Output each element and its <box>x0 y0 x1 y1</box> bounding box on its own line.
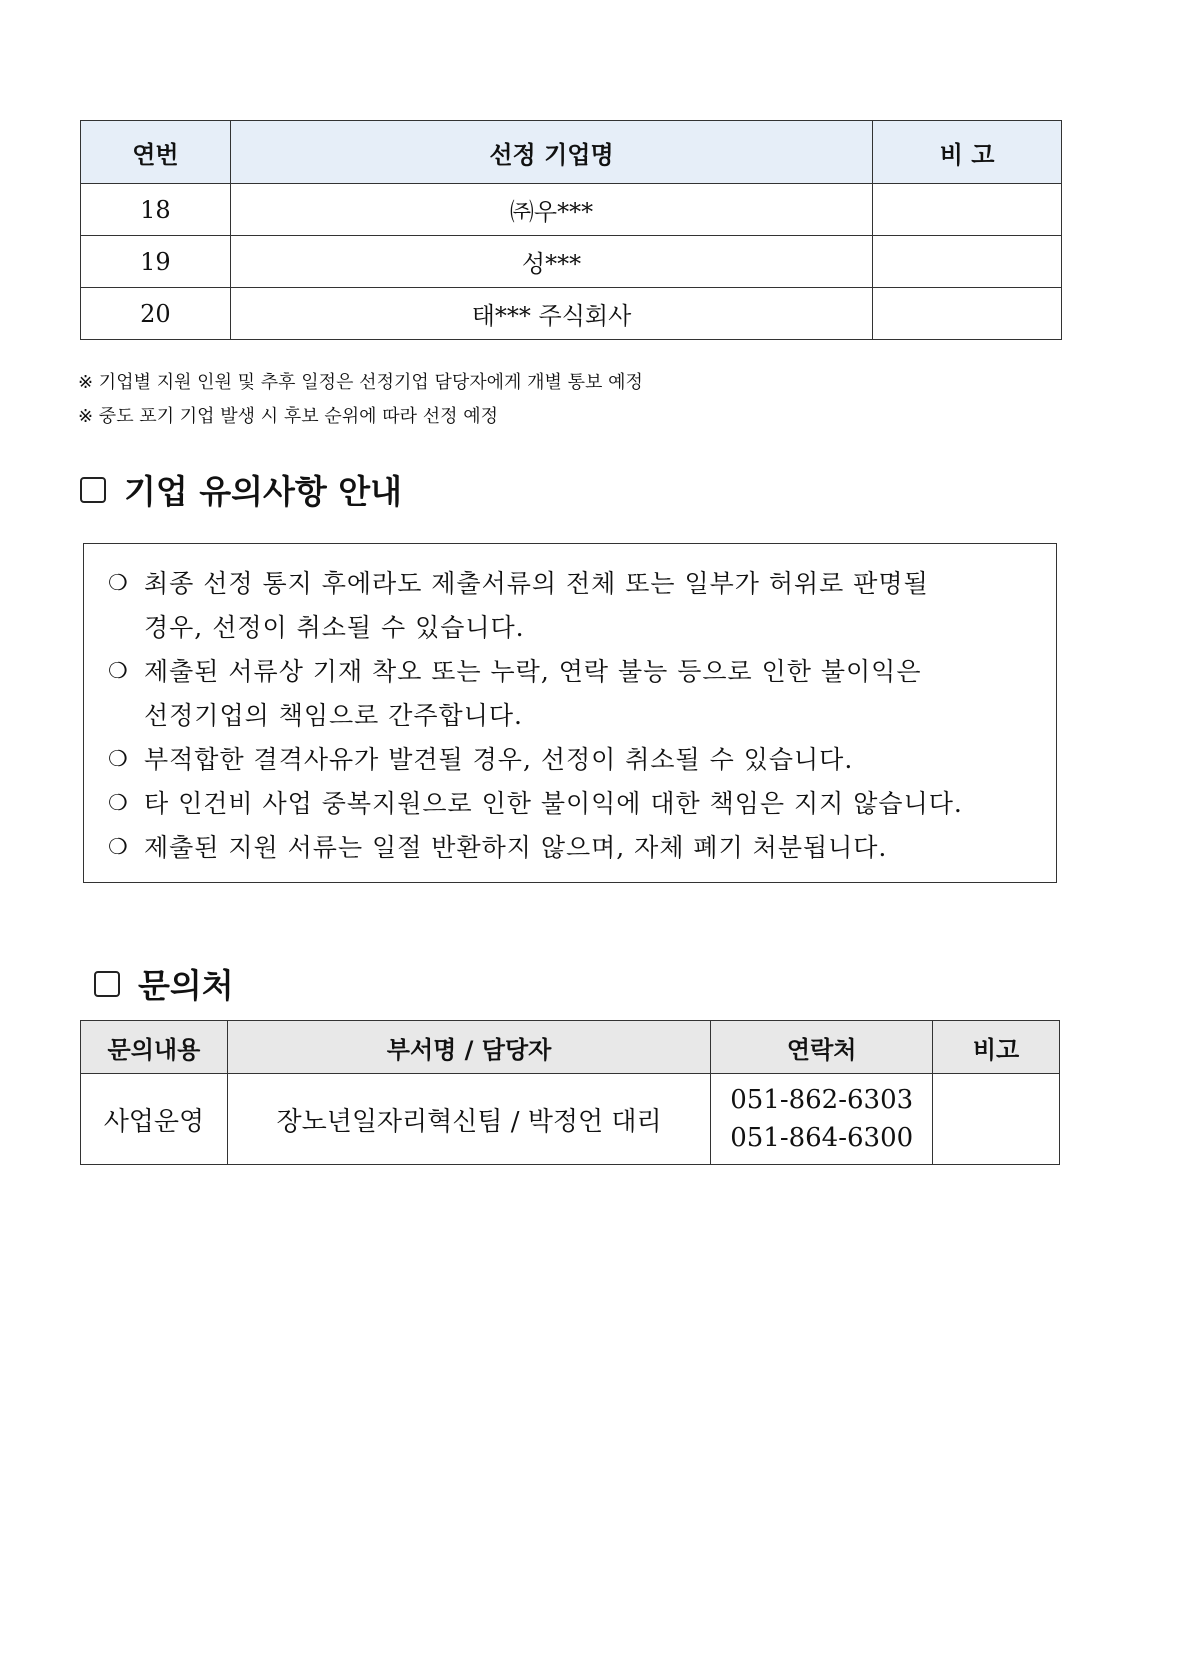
row-note <box>873 236 1062 288</box>
caution-line: 제출된 지원 서류는 일절 반환하지 않으며, 자체 폐기 처분됩니다. <box>144 833 888 862</box>
caution-line: 최종 선정 통지 후에라도 제출서류의 전체 또는 일부가 허위로 판명될 <box>144 569 929 598</box>
checkbox-square-icon <box>80 477 106 503</box>
row-no: 18 <box>81 184 231 236</box>
caution-title: 기업 유의사항 안내 <box>124 472 403 511</box>
phone-number: 051-864-6300 <box>730 1123 914 1153</box>
circle-bullet-icon: ❍ <box>108 659 129 684</box>
table-header-row <box>81 121 1062 184</box>
table-row <box>81 1074 1060 1165</box>
table-row <box>81 288 1062 340</box>
note-line: ※ 기업별 지원 인원 및 추후 일정은 선정기업 담당자에게 개별 통보 예정 <box>78 372 643 393</box>
header-note: 비고 <box>933 1021 1060 1074</box>
circle-bullet-icon: ❍ <box>108 835 129 860</box>
table-row <box>81 236 1062 288</box>
caution-line: 선정기업의 책임으로 간주합니다. <box>144 701 523 730</box>
contact-title: 문의처 <box>138 966 234 1005</box>
header-note: 비 고 <box>873 121 1062 184</box>
caution-heading <box>80 466 402 513</box>
phone-number: 051-862-6303 <box>730 1085 914 1115</box>
note-line: ※ 중도 포기 기업 발생 시 후보 순위에 따라 선정 예정 <box>78 406 499 427</box>
caution-line: 타 인건비 사업 중복지원으로 인한 불이익에 대한 책임은 지지 않습니다. <box>144 789 963 818</box>
header-company: 선정 기업명 <box>230 121 872 184</box>
caution-item <box>108 738 1036 782</box>
contact-heading <box>94 960 234 1007</box>
caution-line: 경우, 선정이 취소될 수 있습니다. <box>144 613 525 642</box>
circle-bullet-icon: ❍ <box>108 791 129 816</box>
checkbox-square-icon <box>94 971 120 997</box>
header-topic: 문의내용 <box>81 1021 228 1074</box>
header-department: 부서명 / 담당자 <box>227 1021 710 1074</box>
contact-phones <box>711 1074 933 1165</box>
caution-line: 부적합한 결격사유가 발견될 경우, 선정이 취소될 수 있습니다. <box>144 745 854 774</box>
row-company: ㈜우*** <box>230 184 872 236</box>
row-company: 성*** <box>230 236 872 288</box>
caution-line: 제출된 서류상 기재 착오 또는 누락, 연락 불능 등으로 인한 불이익은 <box>144 657 922 686</box>
contact-table <box>80 1020 1060 1165</box>
caution-box <box>83 543 1057 883</box>
caution-item <box>108 826 1036 870</box>
contact-topic: 사업운영 <box>81 1074 228 1165</box>
header-no: 연번 <box>81 121 231 184</box>
selection-table <box>80 120 1062 340</box>
caution-item <box>108 782 1036 826</box>
row-note <box>873 184 1062 236</box>
contact-note <box>933 1074 1060 1165</box>
contact-department: 장노년일자리혁신팀 / 박정언 대리 <box>227 1074 710 1165</box>
row-no: 19 <box>81 236 231 288</box>
circle-bullet-icon: ❍ <box>108 571 129 596</box>
row-no: 20 <box>81 288 231 340</box>
table-header-row <box>81 1021 1060 1074</box>
selection-notes <box>78 366 643 434</box>
row-note <box>873 288 1062 340</box>
caution-item <box>108 562 1036 650</box>
table-row <box>81 184 1062 236</box>
caution-item <box>108 650 1036 738</box>
row-company: 태*** 주식회사 <box>230 288 872 340</box>
header-phone: 연락처 <box>711 1021 933 1074</box>
circle-bullet-icon: ❍ <box>108 747 129 772</box>
